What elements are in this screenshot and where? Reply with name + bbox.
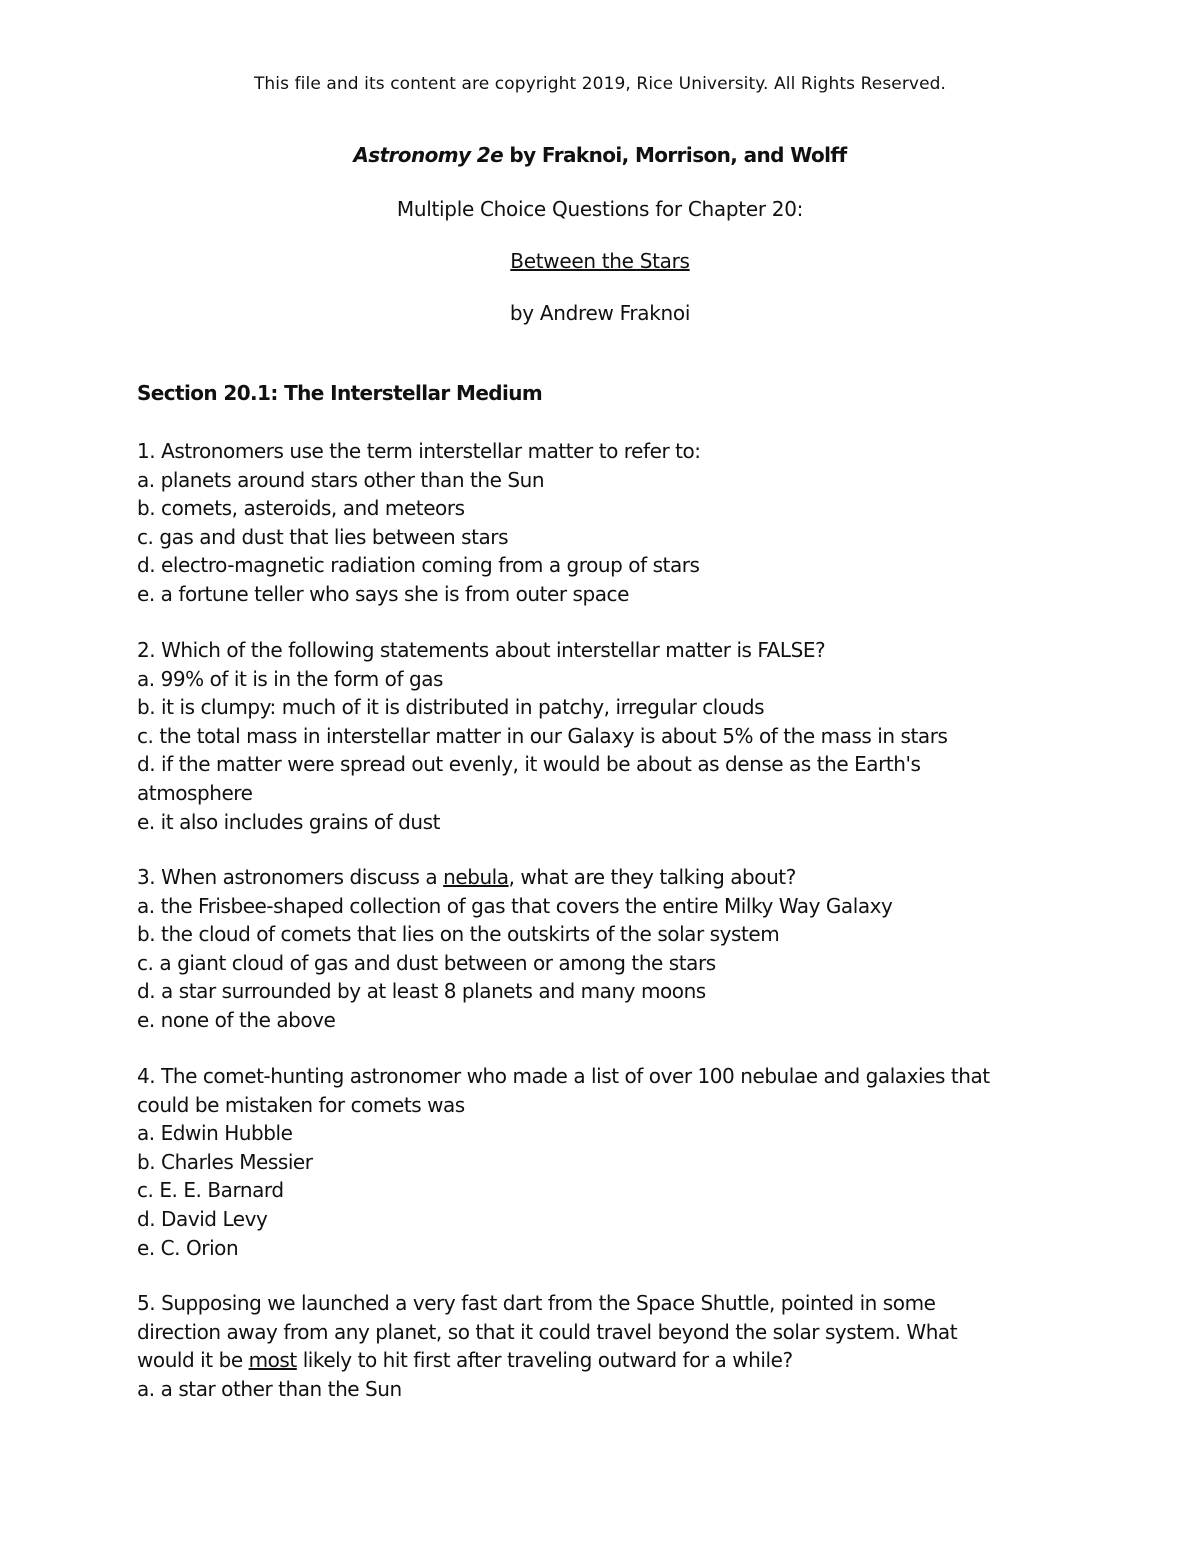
book-title: Astronomy 2e bbox=[353, 143, 504, 167]
stem-text: likely to hit first after traveling outward for a while? bbox=[296, 1348, 793, 1373]
stem-text: , what are they talking about? bbox=[508, 865, 796, 889]
question-5 bbox=[137, 1289, 1067, 1403]
answer-choice-d: d. electro-magnetic radiation coming from a group of stars bbox=[137, 553, 700, 578]
stem-text: 3. When astronomers discuss a bbox=[137, 865, 444, 889]
answer-choice-c: c. the total mass in interstellar matter in our Galaxy is about 5% of the mass in stars bbox=[137, 723, 948, 748]
section-heading: Section 20.1: The Interstellar Medium bbox=[137, 381, 543, 405]
answer-choice-d: d. a star surrounded by at least 8 planets and many moons bbox=[137, 979, 706, 1004]
question-1 bbox=[137, 437, 1067, 609]
answer-choice-b: b. comets, asteroids, and meteors bbox=[137, 496, 465, 521]
question-4 bbox=[137, 1062, 1067, 1262]
answer-choice-c: c. gas and dust that lies between stars bbox=[137, 524, 509, 549]
question-2 bbox=[137, 636, 1067, 836]
question-stem-continued: direction away from any planet, so that it could travel beyond the solar system. What bbox=[137, 1319, 958, 1344]
answer-choice-d: d. if the matter were spread out evenly, it would be about as dense as the Earth's bbox=[137, 752, 921, 777]
answer-choice-d-continued: atmosphere bbox=[137, 780, 253, 805]
stem-text: would it be bbox=[137, 1348, 249, 1373]
book-authors: by Fraknoi, Morrison, and Wolff bbox=[503, 143, 847, 167]
answer-choice-b: b. the cloud of comets that lies on the outskirts of the solar system bbox=[137, 922, 780, 947]
answer-choice-b: b. it is clumpy: much of it is distributed in patchy, irregular clouds bbox=[137, 695, 765, 720]
question-stem: 2. Which of the following statements about interstellar matter is FALSE? bbox=[137, 638, 826, 662]
question-stem: 1. Astronomers use the term interstellar matter to refer to: bbox=[137, 439, 701, 463]
question-stem bbox=[137, 863, 1067, 892]
underlined-term: most bbox=[248, 1348, 297, 1373]
answer-choice-b: b. Charles Messier bbox=[137, 1149, 313, 1174]
answer-choice-a: a. the Frisbee-shaped collection of gas that covers the entire Milky Way Galaxy bbox=[137, 893, 893, 918]
chapter-title: Between the Stars bbox=[510, 249, 690, 273]
copyright-notice: This file and its content are copyright 2019, Rice University. All Rights Reserved. bbox=[253, 74, 947, 94]
answer-choice-a: a. 99% of it is in the form of gas bbox=[137, 666, 443, 691]
answer-choice-e: e. it also includes grains of dust bbox=[137, 809, 440, 834]
question-stem: 4. The comet-hunting astronomer who made a list of over 100 nebulae and galaxies that bbox=[137, 1064, 990, 1088]
answer-choice-e: e. a fortune teller who says she is from outer space bbox=[137, 581, 629, 606]
answer-choice-c: c. E. E. Barnard bbox=[137, 1178, 284, 1203]
answer-choice-c: c. a giant cloud of gas and dust between or among the stars bbox=[137, 950, 716, 975]
question-3 bbox=[137, 863, 1067, 1035]
answer-choice-a: a. a star other than the Sun bbox=[137, 1376, 402, 1401]
question-stem-continued bbox=[137, 1346, 1067, 1375]
answer-choice-a: a. planets around stars other than the Sun bbox=[137, 467, 545, 492]
document-title bbox=[0, 143, 1200, 167]
subtitle-chapter-questions: Multiple Choice Questions for Chapter 20: bbox=[396, 197, 804, 221]
author-byline: by Andrew Fraknoi bbox=[509, 301, 691, 325]
answer-choice-a: a. Edwin Hubble bbox=[137, 1121, 293, 1146]
underlined-term: nebula bbox=[443, 865, 509, 889]
question-stem-continued: could be mistaken for comets was bbox=[137, 1092, 465, 1117]
answer-choice-e: e. none of the above bbox=[137, 1007, 336, 1032]
answer-choice-e: e. C. Orion bbox=[137, 1235, 239, 1260]
answer-choice-d: d. David Levy bbox=[137, 1206, 268, 1231]
question-stem: 5. Supposing we launched a very fast dart from the Space Shuttle, pointed in some bbox=[137, 1291, 936, 1315]
